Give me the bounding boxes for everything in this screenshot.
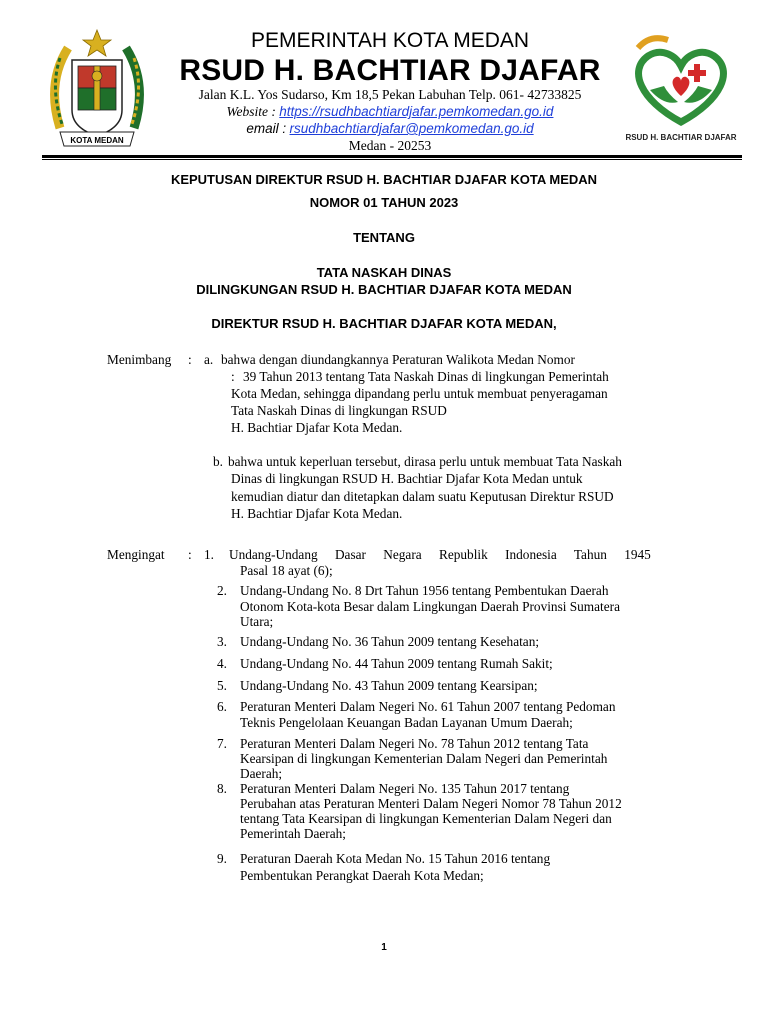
mengingat-item-line: Pasal 18 ayat (6); xyxy=(240,563,333,578)
mengingat-item-line: Teknis Pengelolaan Keuangan Badan Layanan Umum Daerah; xyxy=(240,715,573,730)
menimbang-a-marker: a. xyxy=(204,352,214,367)
menimbang-b-line4: H. Bachtiar Djafar Kota Medan. xyxy=(231,506,403,521)
email-label: email : xyxy=(246,121,287,136)
mengingat-item-line: Undang-Undang No. 8 Drt Tahun 1956 tentang Pembentukan Daerah xyxy=(240,583,609,598)
mengingat-item-line: Utara; xyxy=(240,614,274,629)
government-name: PEMERINTAH KOTA MEDAN xyxy=(250,29,530,52)
decree-issuer: DIREKTUR RSUD H. BACHTIAR DJAFAR KOTA MEDAN, xyxy=(211,316,557,331)
mengingat-item-number: 8. xyxy=(217,781,227,796)
mengingat-item-line: Undang-Undang No. 36 Tahun 2009 tentang Kesehatan; xyxy=(240,634,540,649)
decree-number: NOMOR 01 TAHUN 2023 xyxy=(309,195,459,210)
mengingat-item-number: 1. xyxy=(204,547,214,562)
decree-title: KEPUTUSAN DIREKTUR RSUD H. BACHTIAR DJAFAR KOTA MEDAN xyxy=(170,172,598,187)
mengingat-item-line: tentang Tata Kearsipan di lingkungan Kementerian Dalam Negeri dan xyxy=(240,811,612,826)
mengingat-item-number: 6. xyxy=(217,699,227,714)
svg-text:KOTA MEDAN: KOTA MEDAN xyxy=(70,136,124,145)
menimbang-b-line3: kemudian diatur dan ditetapkan dalam suatu Keputusan Direktur RSUD xyxy=(231,489,614,504)
menimbang-label: Menimbang xyxy=(107,352,172,367)
mengingat-item-line: Undang-Undang No. 43 Tahun 2009 tentang Kearsipan; xyxy=(240,678,538,693)
mengingat-label: Mengingat xyxy=(107,547,165,562)
menimbang-a-line3: Kota Medan, sehingga dipandang perlu untuk membuat penyeragaman xyxy=(231,386,608,401)
menimbang-b-line2: Dinas di lingkungan RSUD H. Bachtiar Djafar Kota Medan untuk xyxy=(231,471,583,486)
mengingat-item-line: Kearsipan di lingkungan Kementerian Dalam Negeri dan Pemerintah xyxy=(240,751,608,766)
mengingat-item-line: Undang-Undang No. 44 Tahun 2009 tentang Rumah Sakit; xyxy=(240,656,553,671)
menimbang-b-marker: b. xyxy=(213,454,223,469)
menimbang-a-line4: Tata Naskah Dinas di lingkungan RSUD xyxy=(231,403,447,418)
letterhead-rule-thick xyxy=(42,155,742,158)
website-label: Website : xyxy=(226,104,276,119)
website-line xyxy=(150,104,630,120)
address-line: Jalan K.L. Yos Sudarso, Km 18,5 Pekan Labuhan Telp. 061- 42733825 xyxy=(198,87,582,102)
mengingat-item-number: 5. xyxy=(217,678,227,693)
mengingat-item-number: 4. xyxy=(217,656,227,671)
mengingat-item-number: 2. xyxy=(217,583,227,598)
rsud-logo xyxy=(620,30,742,150)
mengingat-item-line: Peraturan Menteri Dalam Negeri No. 135 Tahun 2017 tentang xyxy=(240,781,570,796)
website-link[interactable]: https://rsudhbachtiardjafar.pemkomedan.go.id xyxy=(279,104,554,119)
mengingat-item-line: Undang-Undang Dasar Negara Republik Indonesia Tahun 1945 xyxy=(229,547,651,562)
institution-name: RSUD H. BACHTIAR DJAFAR xyxy=(179,54,601,87)
city-postal: Medan - 20253 xyxy=(348,138,432,153)
menimbang-a-line2: 39 Tahun 2013 tentang Tata Naskah Dinas di lingkungan Pemerintah xyxy=(243,369,609,384)
mengingat-item-line: Peraturan Menteri Dalam Negeri No. 61 Tahun 2007 tentang Pedoman xyxy=(240,699,616,714)
menimbang-a-colon: : xyxy=(231,369,235,384)
decree-subject-line1: TATA NASKAH DINAS xyxy=(316,265,452,280)
decree-about: TENTANG xyxy=(353,230,415,245)
mengingat-item-line: Peraturan Daerah Kota Medan No. 15 Tahun 2016 tentang xyxy=(240,851,551,866)
email-link[interactable]: rsudhbachtiardjafar@pemkomedan.go.id xyxy=(289,121,534,136)
mengingat-item-line: Daerah; xyxy=(240,766,283,781)
mengingat-item-line: Pembentukan Perangkat Daerah Kota Medan; xyxy=(240,868,484,883)
mengingat-item-number: 9. xyxy=(217,851,227,866)
email-line xyxy=(150,121,630,137)
letterhead-rule-thin xyxy=(42,159,742,160)
menimbang-a-line5: H. Bachtiar Djafar Kota Medan. xyxy=(231,420,403,435)
mengingat-item-number: 3. xyxy=(217,634,227,649)
menimbang-b-line1: bahwa untuk keperluan tersebut, dirasa perlu untuk membuat Tata Naskah xyxy=(228,454,622,469)
kota-medan-emblem xyxy=(38,28,156,156)
decree-subject-line2: DILINGKUNGAN RSUD H. BACHTIAR DJAFAR KOTA MEDAN xyxy=(196,282,572,297)
menimbang-colon: : xyxy=(188,352,192,367)
mengingat-item-line: Otonom Kota-kota Besar dalam Lingkungan Daerah Provinsi Sumatera xyxy=(240,599,620,614)
mengingat-colon: : xyxy=(188,547,192,562)
page-number: 1 xyxy=(381,942,387,953)
mengingat-item-line: Peraturan Menteri Dalam Negeri No. 78 Tahun 2012 tentang Tata xyxy=(240,736,589,751)
mengingat-item-line: Perubahan atas Peraturan Menteri Dalam Negeri Nomor 78 Tahun 2012 xyxy=(240,796,622,811)
mengingat-item-line: Pemerintah Daerah; xyxy=(240,826,346,841)
mengingat-item-number: 7. xyxy=(217,736,227,751)
menimbang-a-line1: bahwa dengan diundangkannya Peraturan Walikota Medan Nomor xyxy=(221,352,575,367)
svg-text:RSUD H. BACHTIAR DJAFAR: RSUD H. BACHTIAR DJAFAR xyxy=(625,133,737,142)
